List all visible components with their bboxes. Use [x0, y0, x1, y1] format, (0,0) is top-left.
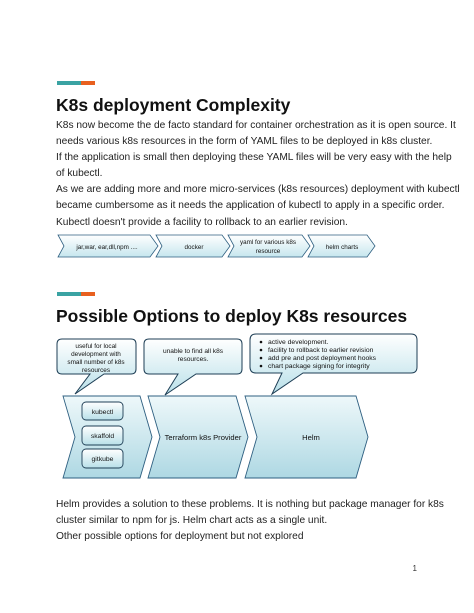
- section-heading-complexity: K8s deployment Complexity: [56, 95, 291, 115]
- flow-step-docker-label: docker: [184, 244, 204, 251]
- section-accent-bar: [57, 292, 95, 296]
- callout-helm-bullet: chart package signing for integrity: [268, 363, 370, 370]
- flow-step-helm-charts-label: helm charts: [325, 244, 359, 251]
- page-number: 1: [412, 564, 417, 573]
- tool-kubectl-label: kubectl: [91, 409, 114, 416]
- terraform-label: Terraform k8s Provider: [164, 433, 242, 442]
- text-line: became cumbersome as it needs the application of kubectl to apply in a specific order.: [56, 200, 445, 212]
- text-line: of kubectl.: [56, 168, 103, 180]
- tool-gitkube-label: gitkube: [91, 456, 114, 463]
- callout-terraform-text: resources.: [177, 356, 209, 363]
- text-line: Other possible options for deployment but not explored: [56, 531, 304, 543]
- callout-helm-bullet: add pre and post deployment hooks: [268, 355, 377, 362]
- helm-label: Helm: [302, 433, 320, 442]
- callout-terraform-text: unable to find all k8s: [162, 348, 224, 355]
- flow-step-yaml-label: yaml for various k8s: [240, 239, 296, 246]
- text-line: Kubectl doesn't provide a facility to rollback to an earlier revision.: [56, 216, 348, 228]
- text-line: needs various k8s resources in the form of YAML files to be deployed in k8s cluster.: [56, 136, 433, 148]
- flow-step-artifacts-label: jar,war, ear,dll,npm ....: [76, 244, 138, 251]
- flow-step-yaml-label-2: resource: [255, 248, 281, 255]
- helm-paragraph: [56, 497, 444, 545]
- text-line: If the application is small then deploying these YAML files will be very easy with the help: [56, 152, 452, 164]
- callout-local-text: resources: [81, 367, 111, 374]
- callout-local-text: small number of k8s: [67, 359, 125, 366]
- callout-helm-bullet: active development.: [268, 339, 329, 346]
- text-line: cluster similar to npm for js. Helm chart acts as a single unit.: [56, 515, 328, 527]
- text-line: As we are adding more and more micro-services (k8s resources) deployment with kubectl: [56, 184, 460, 196]
- text-line: Helm provides a solution to these problems. It is nothing but package manager for k8s: [56, 499, 444, 510]
- callout-local-text: useful for local: [75, 343, 117, 350]
- section-heading-options: Possible Options to deploy K8s resources: [56, 306, 408, 326]
- text-line: K8s now become the de facto standard for container orchestration as it is open source. It: [56, 120, 456, 131]
- tool-skaffold-label: skaffold: [90, 433, 115, 440]
- callout-local-text: development with: [71, 351, 121, 358]
- callout-helm-bullet: facility to rollback to earlier revision: [268, 347, 374, 354]
